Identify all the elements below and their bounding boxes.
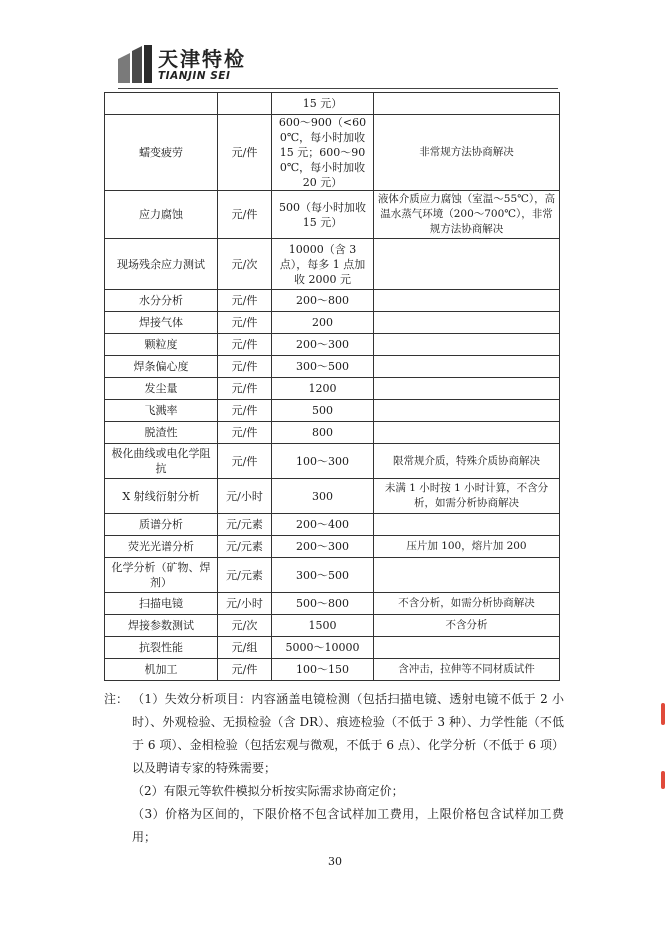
price-cell: 15 元） xyxy=(272,93,374,115)
item-cell: 荧光光谱分析 xyxy=(105,536,218,558)
price-cell: 300～500 xyxy=(272,558,374,593)
header-rule xyxy=(118,88,558,89)
item-cell: 化学分析（矿物、焊剂） xyxy=(105,558,218,593)
price-cell: 500～800 xyxy=(272,593,374,615)
note-cell xyxy=(374,637,560,659)
price-cell: 600～900（<600℃，每小时加收 15 元；600～900℃，每小时加收 20 元） xyxy=(272,115,374,191)
unit-cell: 元/元素 xyxy=(218,514,272,536)
note-1-text: 失效分析项目：内容涵盖电镜检测（包括扫描电镜、透射电镜不低于 2 小时）、外观检验、无损检验（含 DR）、痕迹检验（不低于 3 种）、力学性能（不低于 6 项）、金相检验（包括宏观与微观，不低于 6 点）、化学分析（不低于 6 项）以及聘请专家的特殊需要； xyxy=(132,692,564,775)
price-cell: 200～800 xyxy=(272,290,374,312)
price-cell: 200～300 xyxy=(272,334,374,356)
notes-prefix: 注： xyxy=(104,692,129,706)
price-cell: 200～400 xyxy=(272,514,374,536)
unit-cell: 元/件 xyxy=(218,444,272,479)
table-row xyxy=(105,191,560,239)
note-cell xyxy=(374,290,560,312)
table-row xyxy=(105,593,560,615)
unit-cell xyxy=(218,93,272,115)
item-cell: 机加工 xyxy=(105,659,218,681)
item-cell: 极化曲线或电化学阻抗 xyxy=(105,444,218,479)
item-cell: 抗裂性能 xyxy=(105,637,218,659)
unit-cell: 元/件 xyxy=(218,334,272,356)
table-row xyxy=(105,659,560,681)
unit-cell: 元/组 xyxy=(218,637,272,659)
note-cell: 含冲击，拉伸等不同材质试件 xyxy=(374,659,560,681)
item-cell: 应力腐蚀 xyxy=(105,191,218,239)
table-row xyxy=(105,422,560,444)
unit-cell: 元/次 xyxy=(218,239,272,290)
note-2-label: （2） xyxy=(132,784,164,798)
price-table xyxy=(104,92,560,681)
item-cell: 现场残余应力测试 xyxy=(105,239,218,290)
note-1-label: （1） xyxy=(132,692,165,706)
note-cell: 不含分析，如需分析协商解决 xyxy=(374,593,560,615)
price-cell: 200 xyxy=(272,312,374,334)
price-cell: 300 xyxy=(272,479,374,514)
edge-mark-bottom xyxy=(661,771,665,789)
price-cell: 500 xyxy=(272,400,374,422)
item-cell xyxy=(105,93,218,115)
price-cell: 100～300 xyxy=(272,444,374,479)
unit-cell: 元/小时 xyxy=(218,593,272,615)
note-cell: 不含分析 xyxy=(374,615,560,637)
price-cell: 800 xyxy=(272,422,374,444)
unit-cell: 元/件 xyxy=(218,422,272,444)
unit-cell: 元/件 xyxy=(218,400,272,422)
price-cell: 300～500 xyxy=(272,356,374,378)
table-row xyxy=(105,115,560,191)
company-logo xyxy=(118,43,268,89)
price-cell: 1200 xyxy=(272,378,374,400)
note-3-text: 价格为区间的，下限价格不包含试样加工费用，上限价格包含试样加工费用； xyxy=(132,807,564,844)
item-cell: 脱渣性 xyxy=(105,422,218,444)
table-row xyxy=(105,290,560,312)
notes-section xyxy=(104,688,564,849)
note-cell xyxy=(374,422,560,444)
unit-cell: 元/件 xyxy=(218,378,272,400)
table-row xyxy=(105,334,560,356)
note-cell xyxy=(374,93,560,115)
note-cell xyxy=(374,356,560,378)
note-cell xyxy=(374,378,560,400)
tianjin-logo-icon xyxy=(118,45,152,83)
price-cell: 5000～10000 xyxy=(272,637,374,659)
price-cell: 10000（含 3 点），每多 1 点加收 2000 元 xyxy=(272,239,374,290)
note-cell xyxy=(374,558,560,593)
note-cell: 液体介质应力腐蚀（室温～55℃），高温水蒸气环境（200～700℃），非常规方法协商解决 xyxy=(374,191,560,239)
table-row xyxy=(105,378,560,400)
unit-cell: 元/件 xyxy=(218,356,272,378)
unit-cell: 元/元素 xyxy=(218,558,272,593)
note-1 xyxy=(104,688,564,780)
table-row xyxy=(105,356,560,378)
unit-cell: 元/件 xyxy=(218,115,272,191)
unit-cell: 元/件 xyxy=(218,290,272,312)
unit-cell: 元/小时 xyxy=(218,479,272,514)
unit-cell: 元/件 xyxy=(218,659,272,681)
note-cell xyxy=(374,239,560,290)
unit-cell: 元/次 xyxy=(218,615,272,637)
price-cell: 1500 xyxy=(272,615,374,637)
price-cell: 100～150 xyxy=(272,659,374,681)
note-cell: 限常规介质，特殊介质协商解决 xyxy=(374,444,560,479)
table-row xyxy=(105,637,560,659)
unit-cell: 元/件 xyxy=(218,191,272,239)
item-cell: 颗粒度 xyxy=(105,334,218,356)
table-row xyxy=(105,444,560,479)
item-cell: 水分分析 xyxy=(105,290,218,312)
table-row xyxy=(105,479,560,514)
table-row xyxy=(105,558,560,593)
price-cell: 500（每小时加收 15 元） xyxy=(272,191,374,239)
note-3-label: （3） xyxy=(132,807,166,821)
edge-mark-top xyxy=(661,703,665,725)
page-number: 30 xyxy=(328,855,342,868)
item-cell: 蠕变疲劳 xyxy=(105,115,218,191)
item-cell: 焊接参数测试 xyxy=(105,615,218,637)
note-cell xyxy=(374,400,560,422)
logo-chinese-name: 天津特检 xyxy=(158,47,246,71)
item-cell: 焊条偏心度 xyxy=(105,356,218,378)
note-2-text: 有限元等软件模拟分析按实际需求协商定价； xyxy=(163,784,404,798)
note-cell xyxy=(374,312,560,334)
table-row xyxy=(105,239,560,290)
table-row xyxy=(105,400,560,422)
item-cell: X 射线衍射分析 xyxy=(105,479,218,514)
note-cell: 非常规方法协商解决 xyxy=(374,115,560,191)
unit-cell: 元/件 xyxy=(218,312,272,334)
item-cell: 发尘量 xyxy=(105,378,218,400)
note-cell: 未满 1 小时按 1 小时计算，不含分析，如需分析协商解决 xyxy=(374,479,560,514)
item-cell: 飞溅率 xyxy=(105,400,218,422)
table-row xyxy=(105,536,560,558)
unit-cell: 元/元素 xyxy=(218,536,272,558)
table-row xyxy=(105,312,560,334)
note-cell: 压片加 100，熔片加 200 xyxy=(374,536,560,558)
note-2 xyxy=(104,780,564,803)
logo-english-name: TIANJIN SEI xyxy=(158,70,231,82)
table-row xyxy=(105,93,560,115)
item-cell: 扫描电镜 xyxy=(105,593,218,615)
table-row xyxy=(105,514,560,536)
item-cell: 焊接气体 xyxy=(105,312,218,334)
table-row xyxy=(105,615,560,637)
note-cell xyxy=(374,334,560,356)
price-cell: 200～300 xyxy=(272,536,374,558)
note-cell xyxy=(374,514,560,536)
note-3 xyxy=(104,803,564,849)
item-cell: 质谱分析 xyxy=(105,514,218,536)
